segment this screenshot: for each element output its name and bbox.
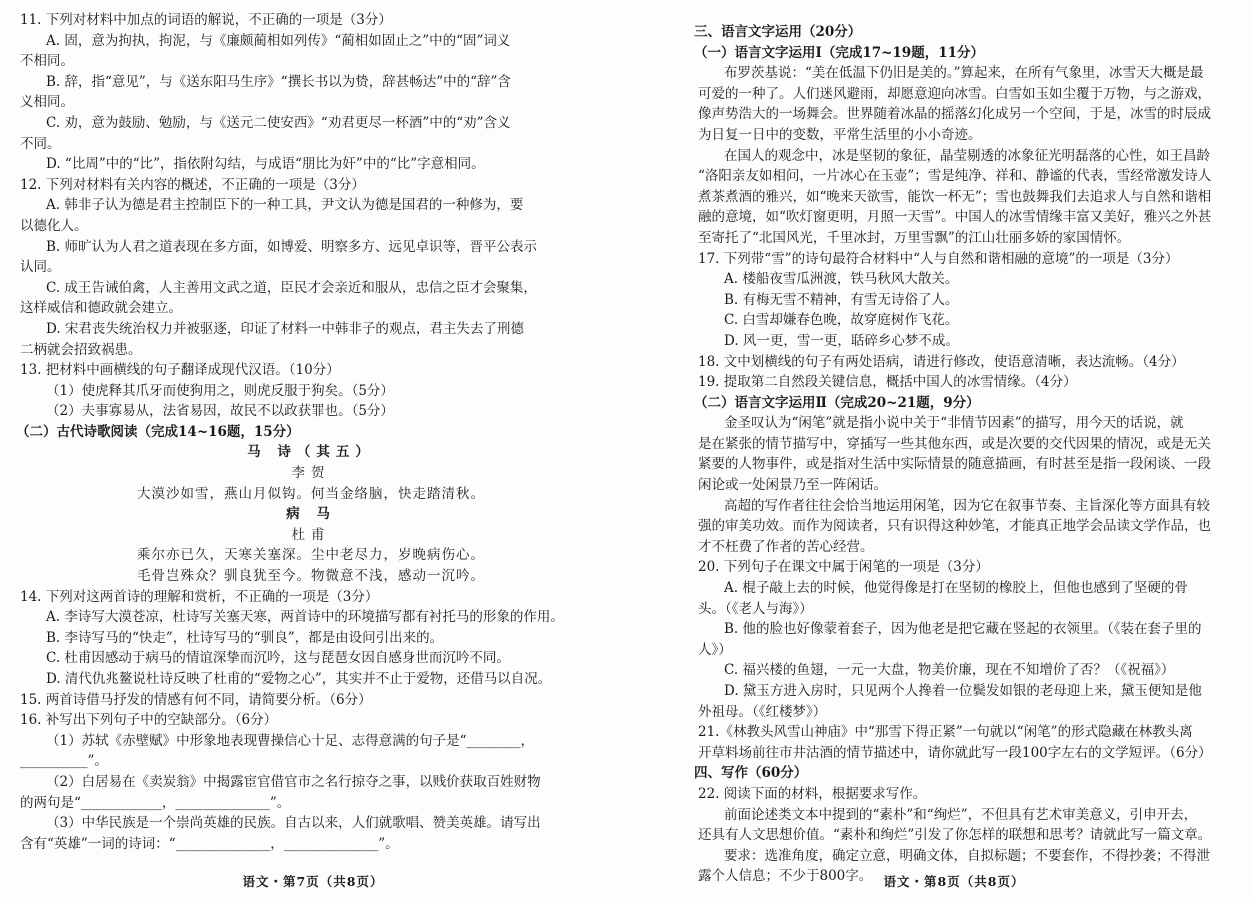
right-page-line: 才不枉费了作者的苦心经营。 [698, 538, 874, 555]
left-page-line: （1）使虎释其爪牙而使狗用之，则虎反服于狗矣。（5分） [46, 382, 394, 399]
left-page-line: 二柄就会招致祸患。 [20, 341, 142, 358]
left-page-line: 病 马 [286, 506, 336, 523]
left-page-line: C. 劝，意为鼓励、勉励，与《送元二使安西》“劝君更尽一杯酒”中的“劝”含义 [46, 114, 511, 131]
right-page-line: 融的意境，如“吹灯窗更明，月照一天雪”。中国人的冰雪情缘丰富又美好，雅兴之外甚 [698, 209, 1212, 226]
left-page-line: （1）苏轼《赤壁赋》中形象地表现曹操信心十足、志得意满的句子是“________， [46, 732, 534, 749]
left-page-line: 不同。 [20, 135, 61, 152]
right-page-line: 21.《林教头风雪山神庙》中“那雪下得正紧”一句就以“闲笔”的形式隐藏在林教头离 [698, 724, 1193, 741]
left-page-body [16, 10, 606, 854]
right-page-line: 可爱的一种了。人们迷风避雨，却愿意迎向冰雪。白雪如玉如尘覆于万物，与之游戏， [698, 85, 1211, 102]
left-page-line: 13. 把材料中画横线的句子翻译成现代汉语。（10分） [20, 362, 340, 379]
right-page-line: 前面论述类文本中提到的“素朴”和“绚烂”，不但具有艺术审美意义，引申开去， [724, 806, 1198, 823]
right-page-line: D. 风一更，雪一更，聒碎乡心梦不成。 [724, 332, 959, 349]
right-page-line: 还具有人文思想价值。“素朴和绚烂”引发了你怎样的联想和思考？请就此写一篇文章。 [698, 827, 1212, 844]
right-page-line: C. 白雪却嫌春色晚，故穿庭树作飞花。 [724, 312, 959, 329]
right-page-line: 高超的写作者往往会恰当地运用闲笔，因为它在叙事节奏、主旨深化等方面具有较 [724, 497, 1210, 514]
right-page-line: B. 有梅无雪不精神，有雪无诗俗了人。 [724, 291, 959, 308]
right-page-line: D. 黛玉方进入房时，只见两个人搀着一位鬓发如银的老母迎上来，黛玉便知是他 [724, 683, 1202, 699]
left-page-line: 不相同。 [20, 53, 74, 70]
left-page-line: 12. 下列对材料有关内容的概述，不正确的一项是（3分） [20, 176, 365, 193]
right-page-line: 20. 下列句子在课文中属于闲笔的一项是（3分） [698, 559, 989, 576]
left-page-line: （2）夫事寡易从，法省易因，故民不以政获罪也。（5分） [46, 403, 394, 420]
left-page-line: __________”。 [20, 753, 108, 770]
left-page-line: 15. 两首诗借马抒发的情感有何不同，请简要分析。（6分） [20, 691, 372, 708]
right-page-line: 头。（《老人与海》） [698, 600, 813, 617]
right-page-line: 人》） [698, 641, 732, 658]
right-page-line: 19. 提取第二自然段关键信息，概括中国人的冰雪情缘。（4分） [698, 374, 1077, 391]
right-page-line: 要求：选准角度，确定立意，明确文体，自拟标题；不要套作，不得抄袭；不得泄 [724, 847, 1210, 864]
right-page-line: 强的审美功效。而作为阅读者，只有识得这种妙笔，才能真正地学会品读文学作品，也 [698, 518, 1211, 535]
left-page-line: D. 清代仇兆鳌说杜诗反映了杜甫的“爱物之心”，其实并不止于爱物，还借马以自况。 [46, 671, 552, 687]
right-page-line: 露个人信息；不少于800字。 [698, 868, 873, 885]
left-page-line: （二）古代诗歌阅读（完成14~16题，15分） [16, 423, 300, 440]
right-page-line: 金圣叹认为“闲笔”就是指小说中关于“非情节因素”的描写，用今天的话说，就 [724, 415, 1184, 432]
page-footer-7: 语文・第7页（共8页） [242, 874, 384, 889]
left-page-line: B. 李诗写马的“快走”，杜诗写马的“驯良”，都是由设问引出来的。 [46, 629, 444, 646]
right-page-line: 为日复一日中的变数，平常生活里的小小奇迹。 [698, 126, 982, 143]
right-page-line: 开草料场前往市井沽酒的情节描述中，请你就此写一段100字左右的文学短评。（6分） [698, 744, 1212, 761]
right-page-line: （一）语言文字运用Ⅰ（完成17~19题，11分） [694, 44, 984, 61]
left-page-line: C. 成王告诫伯禽，人主善用文武之道，臣民才会亲近和服从，忠信之臣才会聚集， [46, 279, 537, 296]
left-page-line: C. 杜甫因感动于病马的情谊深挚而沉吟，这与琵琶女因自感身世而沉吟不同。 [46, 650, 510, 667]
right-page-line: 紧要的人物事件，或是指对生活中实际情景的随意描画，有时甚至是指一段闲谈、一段 [698, 456, 1211, 473]
left-page-line: 含有“英雄”一词的诗词：“______________，______________”。 [20, 835, 399, 852]
right-page-line: 三、语言文字运用（20分） [694, 24, 862, 40]
right-page-line: A. 棍子敲上去的时候，他觉得像是打在坚韧的橡胶上，但他也感到了坚硬的骨 [724, 580, 1188, 597]
right-page-line: A. 楼船夜雪瓜洲渡，铁马秋风大散关。 [724, 271, 959, 288]
left-page-line: B. 师旷认为人君之道表现在多方面，如博爱、明察多方、远见卓识等，晋平公表示 [46, 238, 538, 255]
right-page-line: 煮茶煮酒的雅兴，如“晚来天欲雪，能饮一杯无”；雪也鼓舞我们去追求人与自然和谐相 [698, 188, 1212, 205]
right-page-line: “洛阳亲友如相问，一片冰心在玉壶”；雪是纯净、祥和、静谧的代表，雪经常激发诗人 [698, 168, 1212, 185]
left-page-line: 16. 补写出下列句子中的空缺部分。（6分） [20, 712, 278, 729]
left-page-line: D. “比周”中的“比”，指依附勾结，与成语“朋比为奸”中的“比”字意相同。 [46, 156, 485, 173]
right-page-line: 在国人的观念中，冰是坚韧的象征，晶莹剔透的冰象征光明磊落的心性，如王昌龄 [724, 147, 1210, 164]
right-page-line: B. 他的脸也好像蒙着套子，因为他老是把它藏在竖起的衣领里。（《装在套子里的 [724, 621, 1202, 638]
right-page-line: （二）语言文字运用Ⅱ（完成20~21题，9分） [694, 394, 980, 411]
left-page-line: 14. 下列对这两首诗的理解和赏析，不正确的一项是（3分） [20, 588, 379, 605]
left-page-line: 义相同。 [20, 94, 74, 111]
right-page-line: C. 福兴楼的鱼翅，一元一大盘，物美价廉，现在不知增价了否？（《祝福》） [724, 662, 1175, 679]
left-page-line: 的两句是“____________，______________”。 [20, 794, 291, 811]
right-page-line: 18. 文中划横线的句子有两处语病，请进行修改，使语意清晰，表达流畅。（4分） [698, 353, 1185, 370]
left-page-line: 李贺 [291, 465, 331, 482]
left-page-line: 毛骨岂殊众？驯良犹至今。物微意不浅，感动一沉吟。 [137, 568, 485, 585]
left-page-line: A. 李诗写大漠苍凉，杜诗写关塞天寒，两首诗中的环境描写都有衬托马的形象的作用。 [46, 609, 564, 626]
right-page-line: 像声势浩大的一场舞会。世界随着冰晶的摇落幻化成另一个空间，于是，冰雪的时辰成 [698, 106, 1211, 123]
right-page-body [694, 22, 1232, 887]
left-page-line: 这样威信和德政就会建立。 [20, 300, 182, 317]
right-page-line: 布罗茨基说：“美在低温下仍旧是美的。”算起来，在所有气象里，冰雪天大概是最 [724, 65, 1204, 82]
page-footer-8: 语文・第8页（共8页） [883, 874, 1025, 889]
right-page-line: 闲论或一处闲景乃至一阵闲话。 [698, 477, 887, 494]
left-page-line: A. 韩非子认为德是君主控制臣下的一种工具，尹文认为德是国君的一种修为，要 [46, 197, 524, 214]
left-page-line: 大漠沙如雪，燕山月似钩。何当金络脑，快走踏清秋。 [137, 485, 485, 502]
left-page-line: （3）中华民族是一个崇尚英雄的民族。自古以来，人们就歌唱、赞美英雄。请写出 [46, 815, 541, 832]
right-page-line: 17. 下列带“雪”的诗句最符合材料中“人与自然和谐相融的意境”的一项是（3分） [698, 250, 1179, 267]
left-page-line: 11. 下列对材料中加点的词语的解说，不正确的一项是（3分） [20, 12, 392, 28]
left-page-line: B. 辞，指“意见”，与《送东阳马生序》“撰长书以为贽，辞甚畅达”中的“辞”含 [46, 73, 511, 90]
right-page-line: 至寄托了“北国风光，千里冰封，万里雪飘”的江山壮丽多娇的家国情怀。 [698, 229, 1131, 246]
right-page-line: 外祖母。（《红楼梦》） [698, 703, 827, 720]
left-page-line: 马 诗（其五） [247, 444, 375, 461]
left-page-line: 杜甫 [291, 526, 331, 543]
left-page-line: 认同。 [20, 259, 61, 276]
left-page-line: A. 固，意为拘执，拘泥，与《廉颇蔺相如列传》“蔺相如固止之”中的“固”词义 [46, 32, 511, 49]
left-page-line: D. 宋君丧失统治权力并被驱逐，印证了材料一中韩非子的观点，君主失去了刑德 [46, 320, 524, 337]
right-page-line: 是在紧张的情节描写中，穿插写一些其他东西，或是次要的交代因果的情况，或是无关 [698, 435, 1211, 452]
left-page-line: 以德化人。 [20, 217, 88, 234]
right-page-line: 22. 阅读下面的材料，根据要求写作。 [698, 785, 927, 802]
right-page [626, 0, 1252, 900]
right-page-line: 四、写作（60分） [694, 765, 808, 782]
left-page-line: 乘尔亦已久，天寒关塞深。尘中老尽力，岁晚病伤心。 [137, 547, 485, 564]
left-page-line: （2）白居易在《卖炭翁》中揭露宦官借官市之名行掠夺之事，以贱价获取百姓财物 [46, 773, 541, 790]
